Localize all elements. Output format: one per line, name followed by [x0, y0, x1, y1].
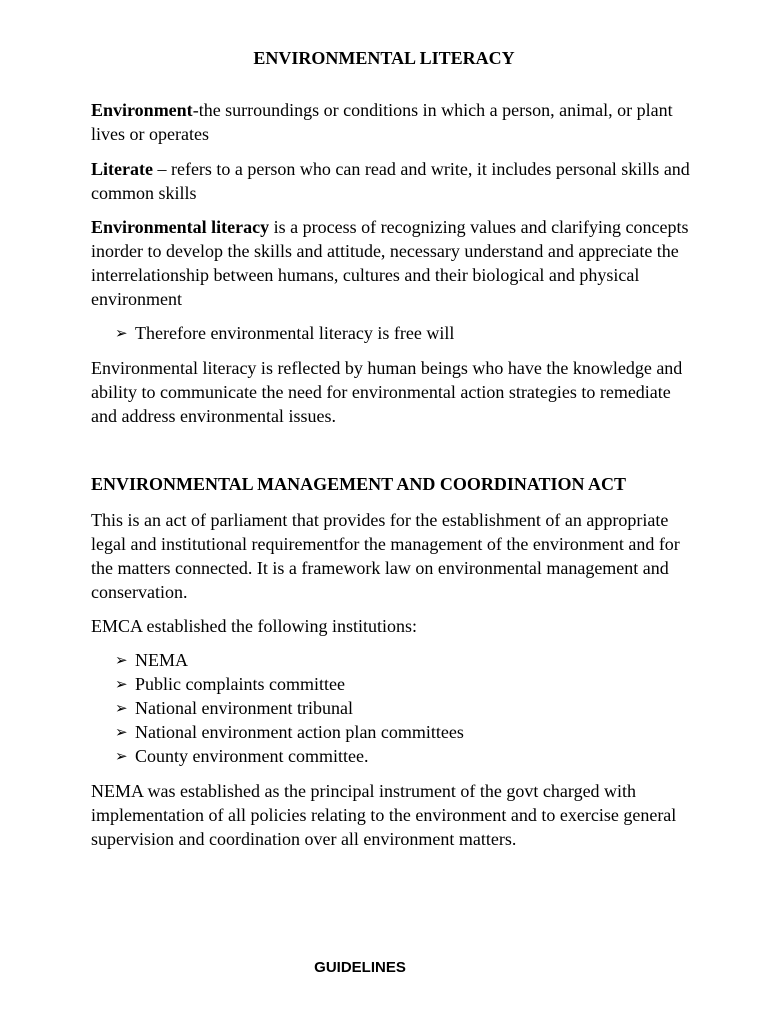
definition-text: is a process of recognizing values and clarifying concepts inorder to develop the skills and attitude, necessary understand and appreciate the interrelationship between humans, cultures and their biological and physical environment: [91, 217, 689, 309]
paragraph-reflected: Environmental literacy is reflected by human beings who have the knowledge and ability to communicate the need for environmental action strategies to remediate and address environmental issues.: [91, 358, 683, 426]
arrowhead-bullet-icon: ➢: [115, 723, 128, 741]
term-literate: Literate: [91, 159, 153, 179]
definition-text: refers to a person who can read and write, it includes personal skills and common skills: [91, 159, 690, 203]
list-item: ➢ Therefore environmental literacy is free will: [115, 323, 455, 343]
term-separator: –: [152, 159, 171, 179]
paragraph-emca: EMCA established the following institutions:: [91, 616, 417, 636]
list-item: ➢ Public complaints committee: [115, 674, 345, 694]
document-title: ENVIRONMENTAL LITERACY: [253, 48, 515, 68]
arrowhead-bullet-icon: ➢: [115, 324, 128, 342]
arrowhead-bullet-icon: ➢: [115, 651, 128, 669]
paragraph-act: This is an act of parliament that provides for the establishment of an appropriate legal and institutional requirementfor the management of the environment and for the matters connected. It is a framework law on environmental management and conservation.: [91, 510, 680, 602]
definition-literate: [91, 157, 691, 205]
definition-text: the surroundings or conditions in which a person, animal, or plant lives or operates: [91, 100, 673, 144]
paragraph-nema: NEMA was established as the principal instrument of the govt charged with implementation of all policies relating to the environment and to exercise general supervision and coordination over all environment matters.: [91, 781, 677, 849]
institutions-list: [115, 648, 464, 768]
list-item: ➢ NEMA: [115, 650, 188, 670]
definition-environment: [91, 98, 691, 146]
footer-heading: GUIDELINES: [314, 959, 406, 976]
section-heading: ENVIRONMENTAL MANAGEMENT AND COORDINATION ACT: [91, 474, 627, 494]
arrowhead-bullet-icon: ➢: [115, 699, 128, 717]
list-item: ➢ National environment action plan committees: [115, 722, 464, 742]
list-item: ➢ County environment committee.: [115, 746, 369, 766]
definition-environmental-literacy: [91, 215, 691, 311]
list-item: ➢ National environment tribunal: [115, 698, 353, 718]
term-environment: Environment: [91, 100, 193, 120]
arrowhead-bullet-icon: ➢: [115, 675, 128, 693]
term-environmental-literacy: Environmental literacy: [91, 217, 270, 237]
literacy-bullet-list: [115, 321, 454, 345]
term-separator: -: [192, 100, 199, 120]
arrowhead-bullet-icon: ➢: [115, 747, 128, 765]
